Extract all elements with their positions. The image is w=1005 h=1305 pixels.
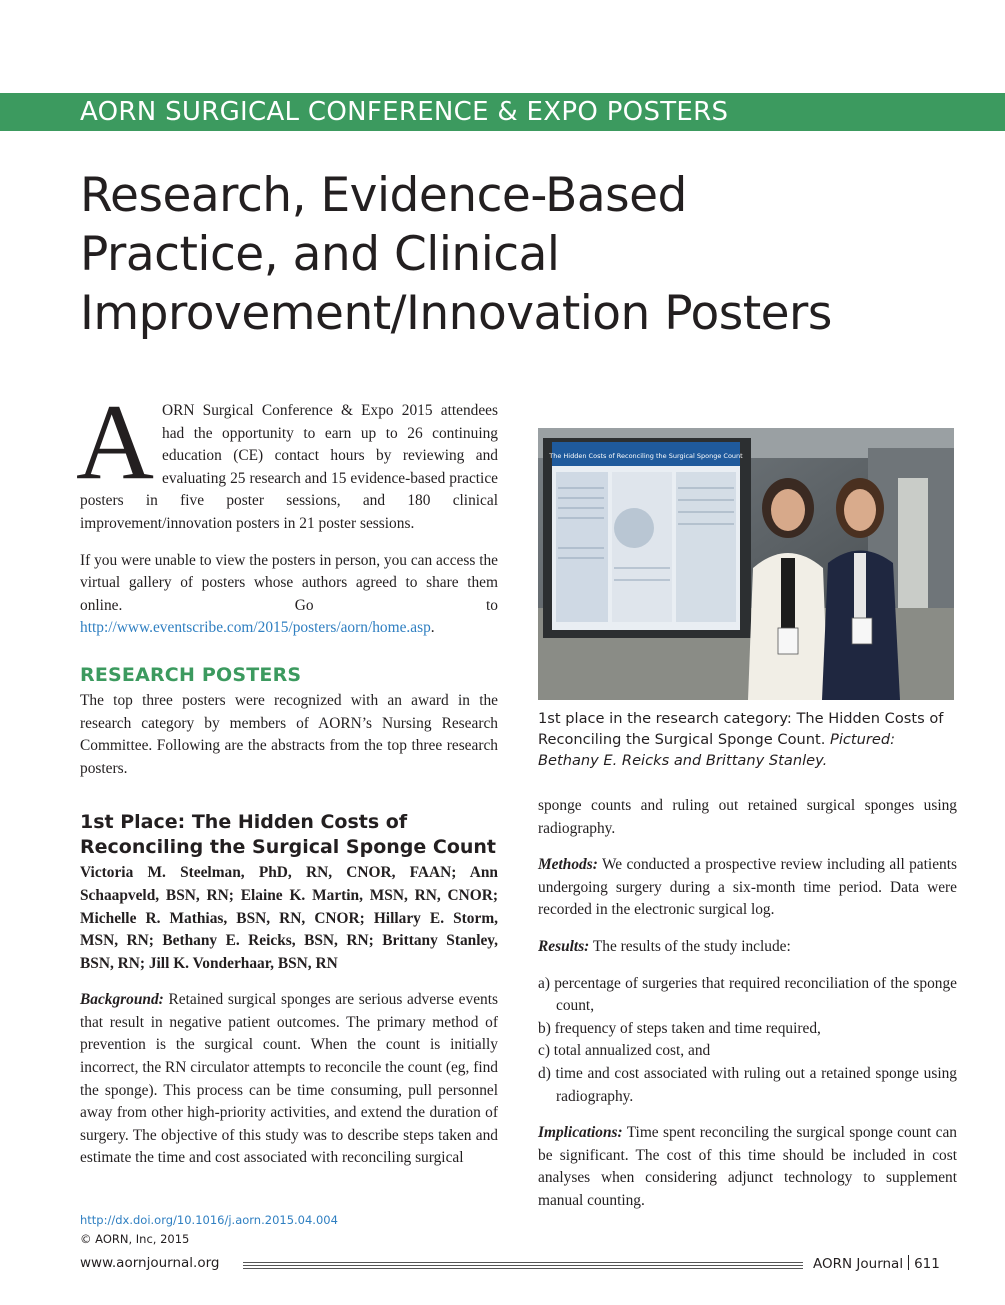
title-line-1: Research, Evidence-Based bbox=[80, 168, 687, 223]
award-photo bbox=[538, 428, 954, 700]
list-item: c) total annualized cost, and bbox=[538, 1042, 711, 1060]
page-number: 611 bbox=[914, 1256, 940, 1272]
intro-text: ORN Surgical Conference & Expo 2015 attendees had the opportunity to earn up to 26 continuing education (CE) contact hours by reviewing and evaluating 25 research and 15 evidence-based practice posters in five poster sessions, and 180 clinical improvement/innovation posters in 21 poster sessions. bbox=[80, 402, 498, 532]
intro-paragraph bbox=[76, 383, 498, 536]
journal-name: AORN Journal bbox=[813, 1256, 904, 1272]
access-paragraph bbox=[80, 550, 498, 640]
results-paragraph bbox=[538, 936, 957, 959]
access-text: If you were unable to view the posters in person, you can access the virtual gallery of posters whose authors agreed to share them online. Go to bbox=[80, 551, 498, 614]
results-label: Results: bbox=[538, 937, 590, 955]
methods-text: We conducted a prospective review including all patients undergoing surgery during a six-month time period. Data were recorded in the electronic surgical log. bbox=[538, 856, 957, 919]
poster-title bbox=[80, 810, 498, 860]
implications-paragraph bbox=[538, 1122, 957, 1212]
list-item: b) frequency of steps taken and time required, bbox=[538, 1019, 821, 1037]
methods-paragraph bbox=[538, 854, 957, 922]
background-label: Background: bbox=[80, 991, 164, 1009]
photo-caption bbox=[538, 708, 957, 771]
right-column bbox=[538, 428, 957, 1213]
copyright: © AORN, Inc, 2015 bbox=[80, 1232, 190, 1246]
section-banner bbox=[0, 93, 1005, 131]
background-text: Retained surgical sponges are serious adverse events that result in negative patient outcomes. The primary method of prevention is the surgical count. When the count is initially incorrect, the RN circulator attempts to reconcile the count (eg, find the sponge). This process can be time consuming, pull personnel away from other high-priority activities, and extend the duration of surgery. The objective of this study was to describe steps taken and estimate the time and cost associated with reconciling surgical bbox=[80, 991, 498, 1167]
list-item: a) percentage of surgeries that required reconciliation of the sponge count, bbox=[538, 974, 957, 1015]
title-line-3: Improvement/Innovation Posters bbox=[80, 286, 832, 341]
background-paragraph bbox=[80, 989, 498, 1170]
gallery-link[interactable]: http://www.eventscribe.com/2015/posters/aorn/home.asp bbox=[80, 619, 431, 637]
author-list: Victoria M. Steelman, PhD, RN, CNOR, FAAN; Ann Schaapveld, BSN, RN; Elaine K. Martin, MSN, RN, CNOR; Michelle R. Mathias, BSN, RN, CNOR; Hillary E. Storm, MSN, RN; Bethany E. Reicks, BSN, RN; Brittany Stanley, BSN, RN; Jill K. Vonderhaar, BSN, RN bbox=[80, 864, 498, 972]
photo-illustration bbox=[538, 428, 954, 700]
journal-footer bbox=[813, 1255, 940, 1272]
list-item: d) time and cost associated with ruling out a retained sponge using radiography. bbox=[538, 1064, 957, 1105]
access-end: . bbox=[430, 619, 435, 637]
implications-text: Time spent reconciling the surgical sponge count can be significant. The cost of this time should be included in cost analyses when considering adjunct technology to supplement manual counting. bbox=[538, 1124, 957, 1209]
continued-paragraph: sponge counts and ruling out retained surgical sponges using radiography. bbox=[538, 797, 957, 837]
results-list bbox=[538, 973, 957, 1109]
poster-title-line-1: 1st Place: The Hidden Costs of bbox=[80, 811, 408, 834]
caption-main: 1st place in the research category: The Hidden Costs of Reconciling the Surgical Sponge Count. bbox=[538, 710, 944, 748]
footer-rule bbox=[243, 1262, 803, 1269]
research-paragraph: The top three posters were recognized with an award in the research category by members of AORN’s Nursing Research Committee. Following are the abstracts from the top three research posters. bbox=[80, 691, 498, 777]
results-text: The results of the study include: bbox=[589, 937, 791, 955]
research-heading: RESEARCH POSTERS bbox=[80, 663, 302, 686]
drop-cap: A bbox=[76, 383, 154, 502]
doi-link[interactable]: http://dx.doi.org/10.1016/j.aorn.2015.04.004 bbox=[80, 1213, 338, 1227]
poster-heading: The Hidden Costs of Reconciling the Surgical Sponge Count bbox=[549, 452, 743, 460]
poster-title-line-2: Reconciling the Surgical Sponge Count bbox=[80, 836, 497, 859]
left-column bbox=[76, 383, 498, 1170]
page-title bbox=[80, 166, 960, 343]
banner-text: AORN SURGICAL CONFERENCE & EXPO POSTERS bbox=[80, 97, 729, 127]
journal-url: www.aornjournal.org bbox=[80, 1255, 220, 1271]
implications-label: Implications: bbox=[538, 1124, 623, 1142]
methods-label: Methods: bbox=[538, 856, 598, 874]
footer-separator bbox=[908, 1255, 909, 1270]
title-line-2: Practice, and Clinical bbox=[80, 227, 560, 282]
caption-pictured: Pictured: Bethany E. Reicks and Brittany Stanley. bbox=[538, 731, 896, 769]
